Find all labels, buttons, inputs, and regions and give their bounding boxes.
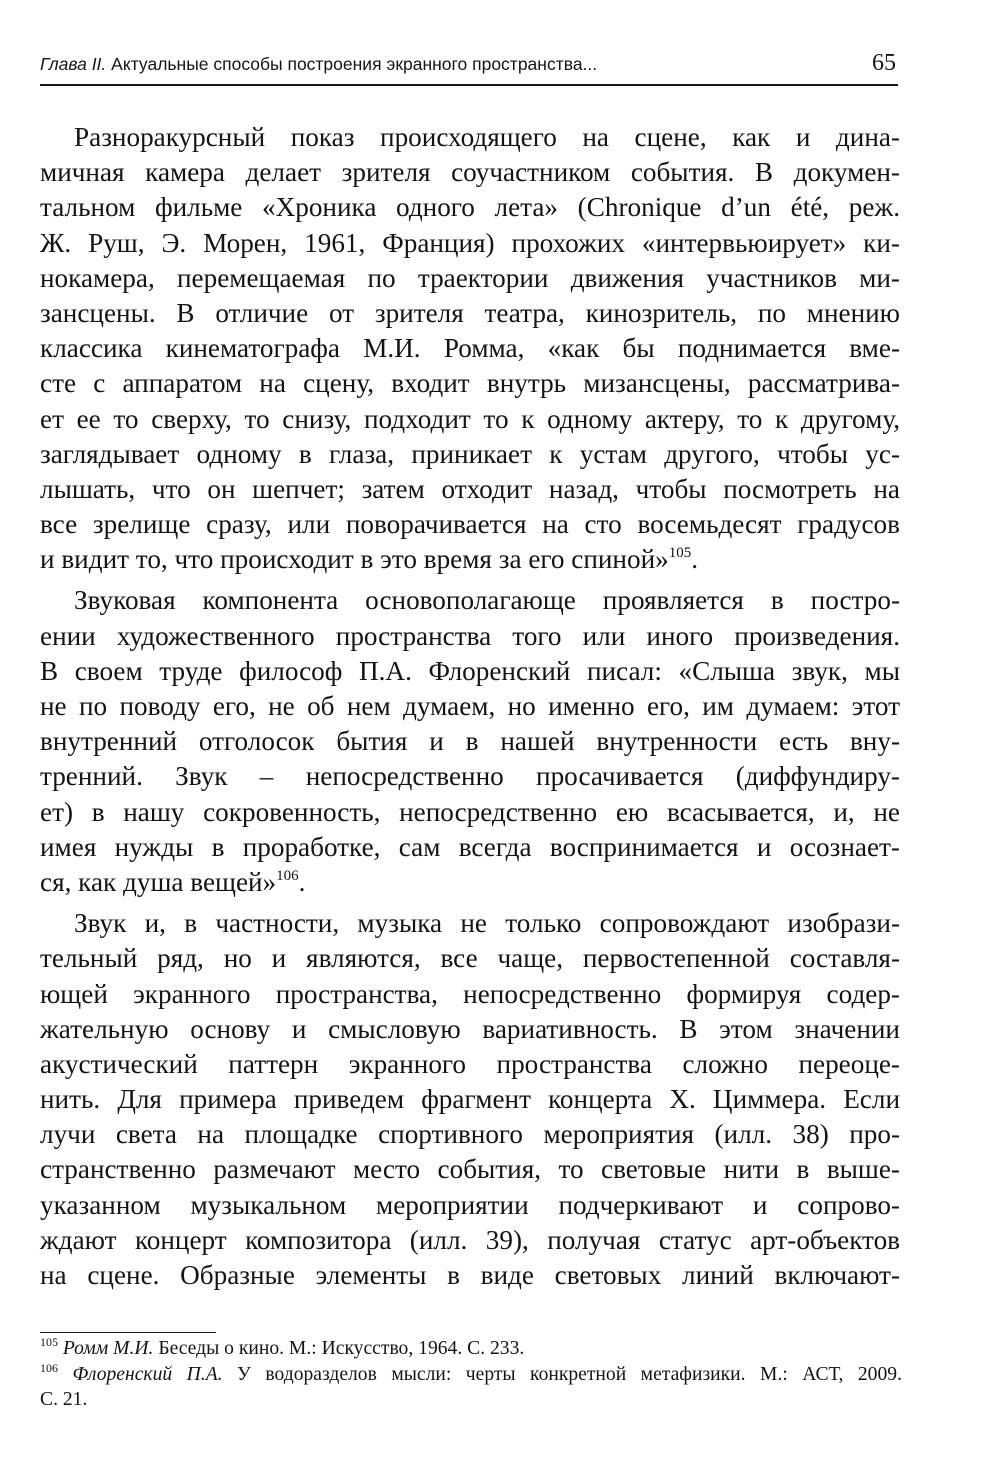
text-line (40, 759, 900, 794)
footnote-line (40, 1362, 902, 1388)
line-text: В своем труде философ П.А. Флоренский писал: «Слыша звук, мы (40, 655, 900, 686)
footnote-continuation: С. 21. (40, 1389, 88, 1410)
end-punctuation: . (298, 866, 306, 897)
footnote (40, 1336, 902, 1362)
text-line (40, 226, 900, 261)
text-line (40, 941, 900, 976)
footnote-text: У водоразделов мысли: черты конкретной метафизики. М.: АСТ, 2009. (237, 1363, 902, 1385)
text-line (40, 190, 900, 225)
text-line (40, 507, 900, 542)
text-line (40, 1082, 900, 1117)
text-line (40, 1223, 900, 1258)
paragraph (40, 120, 900, 577)
end-punctuation: . (691, 544, 699, 575)
text-line (40, 1047, 900, 1082)
text-line (40, 795, 900, 830)
line-text: не по поводу его, не об нем думаем, но именно его, им думаем: этот (40, 691, 900, 721)
line-text: имея нужды в проработке, сам всегда воспринимается и осознает- (40, 831, 900, 862)
footnote-number: 105 (40, 1335, 58, 1349)
line-text: заглядывает одному в глаза, приникает к устам другого, чтобы ус- (40, 438, 900, 469)
line-text: Звук и, в частности, музыка не только сопровождают изобрази- (74, 908, 900, 939)
text-line (40, 865, 900, 900)
line-text: ет) в нашу сокровенность, непосредственно ею всасывается, и, не (40, 796, 900, 827)
footnote-number: 106 (40, 1360, 58, 1375)
footnote-author: Флоренский П.А. (72, 1363, 223, 1385)
text-line (40, 654, 900, 689)
line-text: внутренний отголосок бытия и в нашей внутренности есть вну- (40, 726, 900, 757)
footnotes (40, 1336, 902, 1413)
text-line (40, 830, 900, 865)
text-line (40, 366, 900, 401)
text-line (40, 437, 900, 472)
text-line (40, 1188, 900, 1223)
line-text: сте с аппаратом на сцену, входит внутрь мизанcцены, рассматрива- (40, 368, 900, 399)
text-line (40, 619, 900, 654)
line-text: странственно размечают место события, то световые нити в выше- (40, 1154, 900, 1185)
text-line (40, 906, 900, 941)
line-text: классика кинематографа М.И. Ромма, «как бы поднимается вме- (40, 333, 900, 364)
header-title (40, 54, 597, 75)
line-text: тренний. Звук – непосредственно просачивается (диффундиру- (40, 761, 900, 792)
text-line (40, 689, 900, 724)
line-text: ющей экранного пространства, непосредственно формируя содер- (40, 978, 900, 1009)
text-line (40, 120, 900, 155)
main-text (40, 120, 900, 1299)
line-text: жательную основу и смысловую вариативность. В этом значении (40, 1013, 900, 1044)
footnote-divider (40, 1332, 216, 1333)
page-number: 65 (872, 50, 896, 76)
line-text: лышать, что он шепчет; затем отходит назад, чтобы посмотреть на (40, 473, 900, 504)
text-line (40, 724, 900, 759)
text-line (40, 296, 900, 331)
line-text: нокамера, перемещаемая по траектории движения участников ми- (40, 262, 900, 293)
paragraph (40, 583, 900, 900)
line-text: нить. Для примера приведем фрагмент концерта Х. Циммера. Если (40, 1084, 900, 1115)
footnote-line (40, 1336, 902, 1362)
footnote-reference[interactable]: 105 (668, 545, 692, 562)
chapter-label: Глава II. (40, 54, 107, 74)
line-text: занcцены. В отличие от зрителя театра, кинозритель, по мнению (40, 297, 900, 328)
text-line (40, 1117, 900, 1152)
line-text: мичная камера делает зрителя соучастником события. В докумен- (40, 157, 900, 188)
text-line (40, 472, 900, 507)
footnote (40, 1362, 902, 1413)
text-line (40, 542, 900, 577)
footnote-author: Ромм М.И. (62, 1338, 154, 1359)
running-header (40, 44, 898, 86)
line-text: Разноракурсный показ происходящего на сцене, как и дина- (74, 122, 900, 152)
text-line (40, 583, 900, 618)
text-line (40, 155, 900, 190)
chapter-title: Актуальные способы построения экранного пространства... (111, 54, 598, 74)
line-text: все зрелище сразу, или поворачивается на сто восемьдесят градусов (40, 509, 900, 540)
text-line (40, 261, 900, 296)
text-line (40, 331, 900, 366)
footnote-text: Беседы о кино. М.: Искусство, 1964. С. 233. (158, 1338, 525, 1359)
line-text: на сцене. Образные элементы в виде световых линий включают- (40, 1260, 900, 1290)
paragraph (40, 906, 900, 1293)
line-text: ся, как душа вещей» (40, 866, 277, 897)
line-text: акустический паттерн экранного пространства сложно переоце- (40, 1048, 900, 1079)
line-text: ет ее то сверху, то снизу, подходит то к одному актеру, то к другому, (40, 403, 900, 434)
line-text: ении художественного пространства того или иного произведения. (40, 620, 900, 651)
footnote-reference[interactable]: 106 (276, 867, 299, 884)
line-text: и видит то, что происходит в это время за его спиной» (40, 544, 669, 575)
line-text: ждают концерт композитора (илл. 39), получая статус арт-объектов (40, 1224, 900, 1255)
text-line (40, 1152, 900, 1187)
footnote-line (40, 1387, 902, 1413)
text-line (40, 402, 900, 437)
text-line (40, 1258, 900, 1293)
line-text: Звуковая компонента основополагающе проявляется в постро- (74, 585, 900, 616)
line-text: Ж. Руш, Э. Морен, 1961, Франция) прохожих «интервьюирует» ки- (40, 227, 900, 258)
line-text: указанном музыкальном мероприятии подчеркивают и сопрово- (40, 1189, 900, 1220)
line-text: тальном фильме «Хроника одного лета» (Chronique d’un été, реж. (40, 192, 900, 223)
text-line (40, 1012, 900, 1047)
text-line (40, 977, 900, 1012)
line-text: тельный ряд, но и являются, все чаще, первостепенной составля- (40, 943, 900, 974)
line-text: лучи света на площадке спортивного мероприятия (илл. 38) про- (40, 1119, 900, 1150)
